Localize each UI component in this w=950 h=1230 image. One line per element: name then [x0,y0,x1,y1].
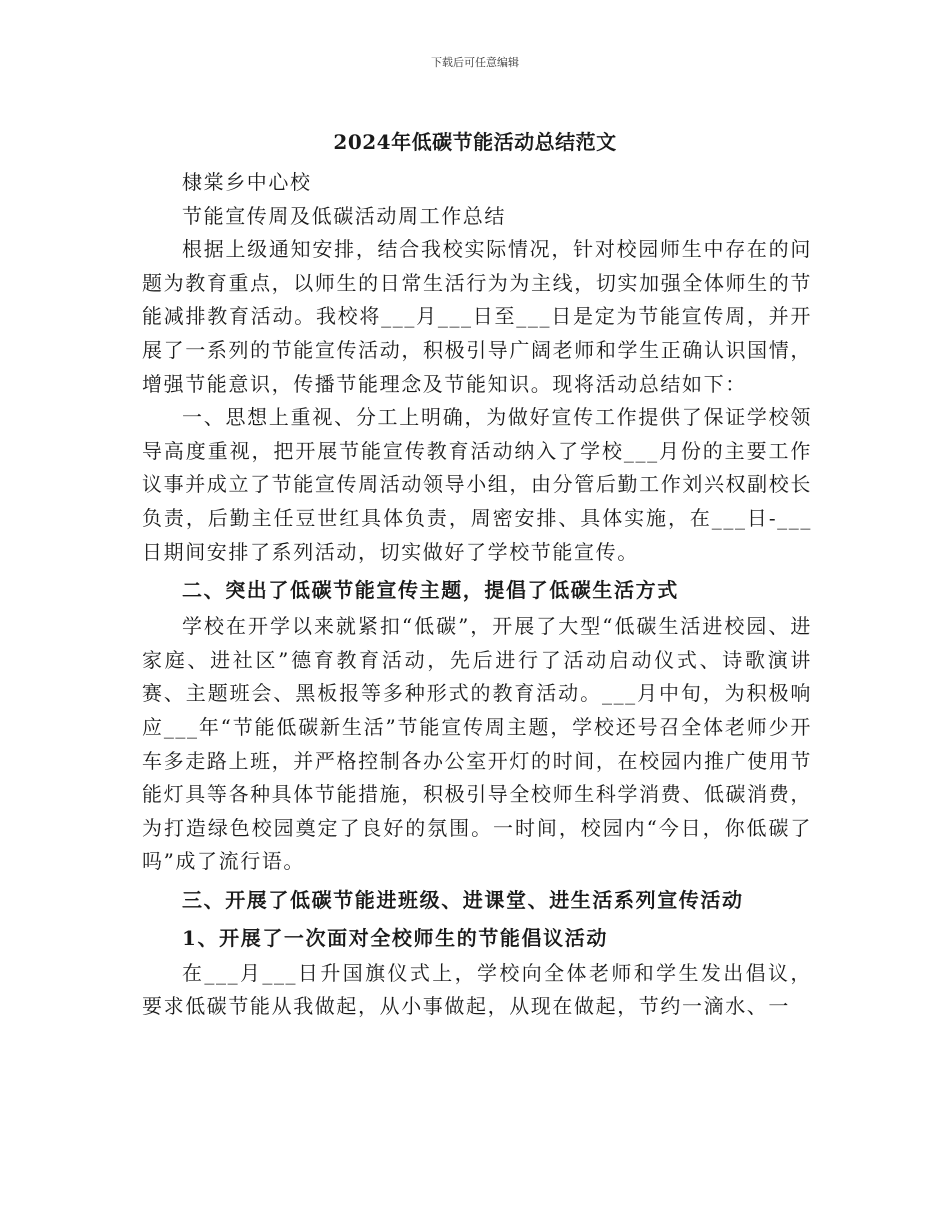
section1-paragraph: 一、思想上重视、分工上明确，为做好宣传工作提供了保证学校领导高度重视，把开展节能宣传教育活动纳入了学校___月份的主要工作议事并成立了节能宣传周活动领导小组，由分管后勤工作刘兴权副校长负责，后勤主任豆世红具体负责，周密安排、具体实施，在___日-___日期间安排了系列活动，切实做好了学校节能宣传。 [142,405,812,564]
document-subtitle: 节能宣传周及低碳活动周工作总结 [182,203,506,228]
section2-heading: 二、突出了低碳节能宣传主题，提倡了低碳生活方式 [182,578,679,603]
school-name: 棣棠乡中心校 [182,170,312,194]
document-body [142,166,812,1024]
page-header-note: 下载后可任意编辑 [431,56,519,69]
section3-sub1-heading: 1、开展了一次面对全校师生的节能倡议活动 [182,925,608,950]
section2-paragraph: 学校在开学以来就紧扣“低碳”，开展了大型“低碳生活进校园、进家庭、进社区”德育教育活动，先后进行了活动启动仪式、诗歌演讲赛、主题班会、黑板报等多种形式的教育活动。___月中旬，为积极响应___年“节能低碳新生活”节能宣传周主题，学校还号召全体老师少开车多走路上班，并严格控制各办公室开灯的时间，在校园内推广使用节能灯具等各种具体节能措施，积极引导全校师生科学消费、低碳消费，为打造绿色校园奠定了良好的氛围。一时间，校园内“今日，你低碳了吗”成了流行语。 [142,614,812,874]
intro-paragraph: 根据上级通知安排，结合我校实际情况，针对校园师生中存在的问题为教育重点，以师生的日常生活行为为主线，切实加强全体师生的节能减排教育活动。我校将___月___日至___日是定为节能宣传周，并开展了一系列的节能宣传活动，积极引导广阔老师和学生正确认识国情，增强节能意识，传播节能理念及节能知识。现将活动总结如下： [142,237,812,396]
document-title: 2024年低碳节能活动总结范文 [333,130,617,154]
section3-sub1-paragraph: 在___月___日升国旗仪式上，学校向全体老师和学生发出倡议，要求低碳节能从我做起，从小事做起，从现在做起，节约一滴水、一 [142,960,812,1019]
section3-heading: 三、开展了低碳节能进班级、进课堂、进生活系列宣传活动 [182,887,744,912]
